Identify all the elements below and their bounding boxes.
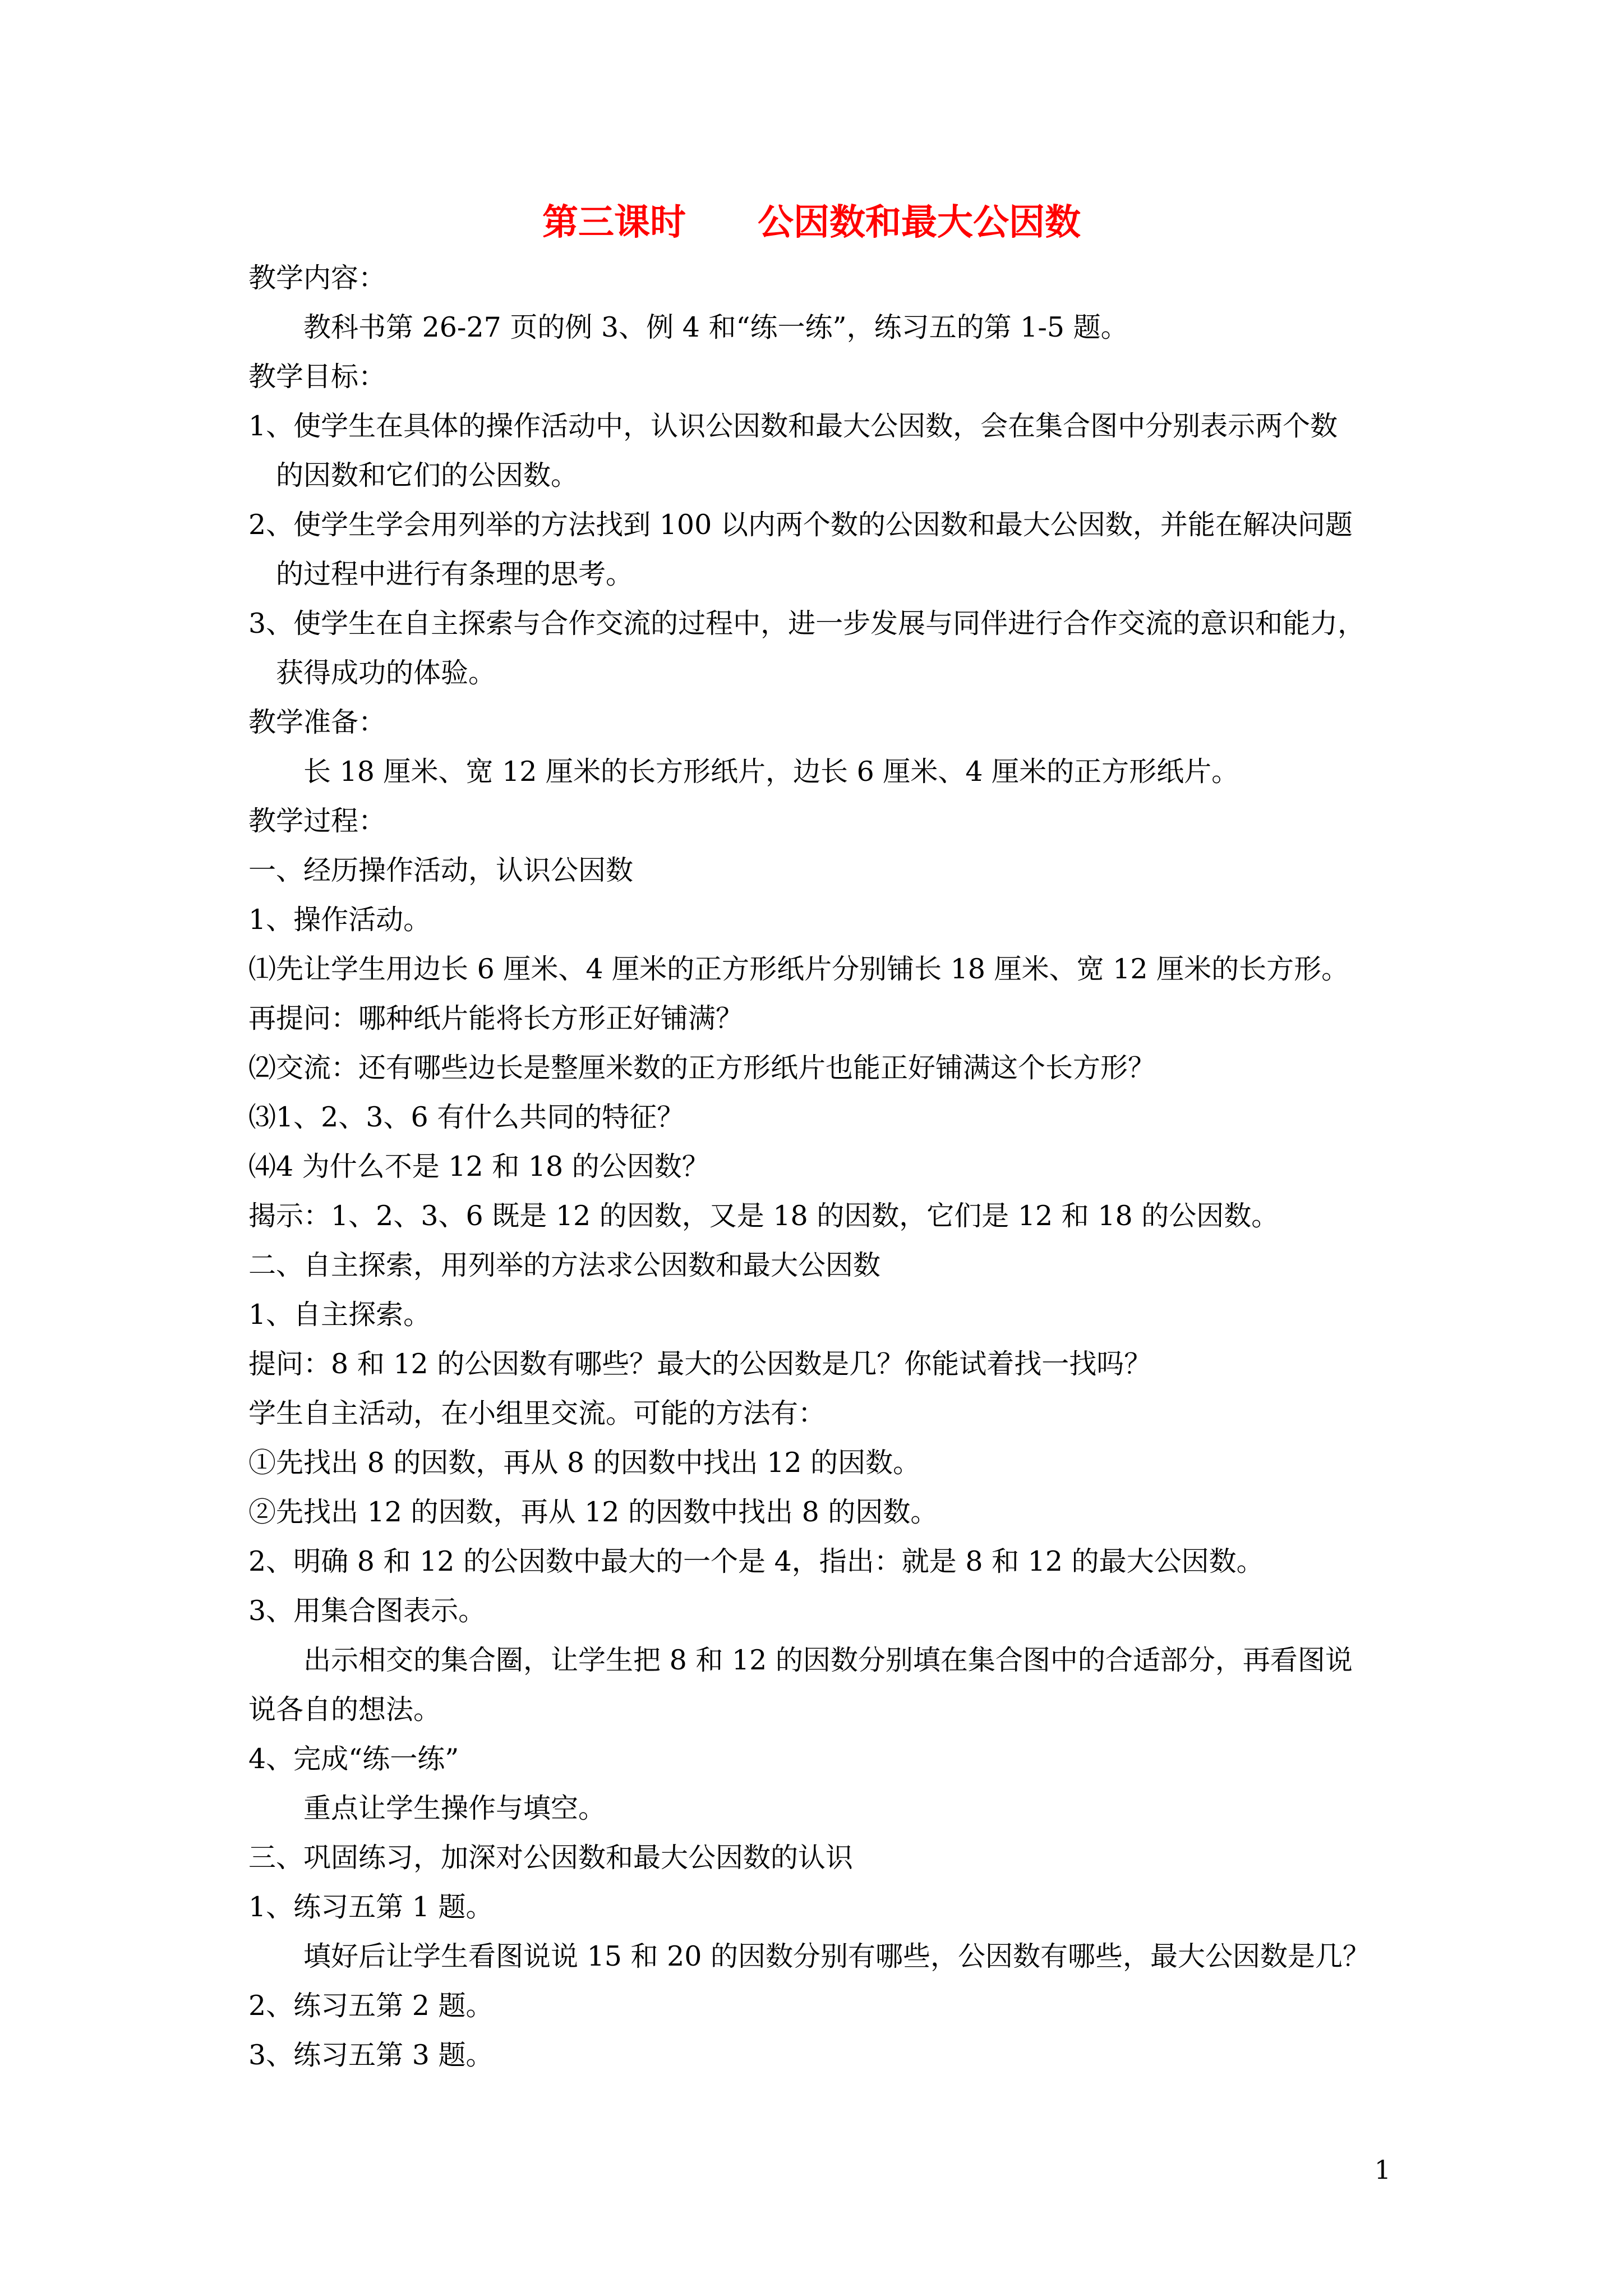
body-line: 的因数和它们的公因数。	[276, 459, 579, 491]
body-line: 提问：8 和 12 的公因数有哪些？最大的公因数是几？你能试着找一找吗？	[248, 1348, 1152, 1380]
body-line: 教学目标：	[248, 361, 386, 393]
document-body	[248, 254, 1393, 2080]
body-line: 一、经历操作活动，认识公因数	[248, 854, 634, 886]
body-line: 2、使学生学会用列举的方法找到 100 以内两个数的公因数和最大公因数，并能在解决问题	[248, 509, 1353, 541]
body-line: 1、自主探索。	[248, 1299, 431, 1331]
body-line: 3、使学生在自主探索与合作交流的过程中，进一步发展与同伴进行合作交流的意识和能力，	[248, 608, 1366, 639]
body-line: 学生自主活动，在小组里交流。可能的方法有：	[248, 1397, 826, 1429]
body-line: 4、完成“练一练”	[248, 1743, 459, 1775]
body-line: ⑵交流：还有哪些边长是整厘米数的正方形纸片也能正好铺满这个长方形？	[248, 1052, 1156, 1084]
body-line: 三、巩固练习，加深对公因数和最大公因数的认识	[248, 1842, 854, 1874]
body-line: 重点让学生操作与填空。	[303, 1792, 606, 1824]
body-line: 的过程中进行有条理的思考。	[276, 558, 634, 590]
body-line: 长 18 厘米、宽 12 厘米的长方形纸片，边长 6 厘米、4 厘米的正方形纸片。	[303, 756, 1239, 788]
body-line: 教学过程：	[248, 805, 386, 837]
body-line: ①先找出 8 的因数，再从 8 的因数中找出 12 的因数。	[248, 1447, 921, 1479]
body-line: 说各自的想法。	[248, 1694, 441, 1726]
document-title: 第三课时 公因数和最大公因数	[542, 201, 1081, 243]
body-line: ⑶1、2、3、6 有什么共同的特征？	[248, 1101, 685, 1133]
body-line: 二、自主探索，用列举的方法求公因数和最大公因数	[248, 1249, 881, 1281]
body-line: 填好后让学生看图说说 15 和 20 的因数分别有哪些，公因数有哪些，最大公因数是几？	[303, 1940, 1371, 1972]
body-line: 教学内容：	[248, 262, 386, 294]
body-line: ②先找出 12 的因数，再从 12 的因数中找出 8 的因数。	[248, 1496, 938, 1528]
body-line: 1、练习五第 1 题。	[248, 1891, 494, 1923]
body-line: 出示相交的集合圈，让学生把 8 和 12 的因数分别填在集合图中的合适部分，再看图说	[303, 1644, 1353, 1676]
body-line: 2、明确 8 和 12 的公因数中最大的一个是 4，指出：就是 8 和 12 的最大公因数。	[248, 1545, 1264, 1577]
body-line: 3、练习五第 3 题。	[248, 2039, 494, 2071]
body-line: 教学准备：	[248, 706, 386, 738]
body-line: 3、用集合图表示。	[248, 1595, 486, 1627]
body-line: ⑴先让学生用边长 6 厘米、4 厘米的正方形纸片分别铺长 18 厘米、宽 12 厘米的长方形。	[248, 953, 1349, 985]
body-line: 1、操作活动。	[248, 904, 431, 936]
body-line: ⑷4 为什么不是 12 和 18 的公因数？	[248, 1151, 709, 1182]
page-number: 1	[1374, 2155, 1391, 2185]
body-line: 获得成功的体验。	[276, 657, 496, 689]
body-line: 揭示：1、2、3、6 既是 12 的因数，又是 18 的因数，它们是 12 和 18 的公因数。	[248, 1200, 1279, 1232]
body-line: 2、练习五第 2 题。	[248, 1990, 494, 2022]
body-line: 1、使学生在具体的操作活动中，认识公因数和最大公因数，会在集合图中分别表示两个数	[248, 410, 1338, 442]
body-line: 再提问：哪种纸片能将长方形正好铺满？	[248, 1002, 744, 1034]
body-line: 教科书第 26-27 页的例 3、例 4 和“练一练”，练习五的第 1-5 题。	[303, 311, 1128, 343]
